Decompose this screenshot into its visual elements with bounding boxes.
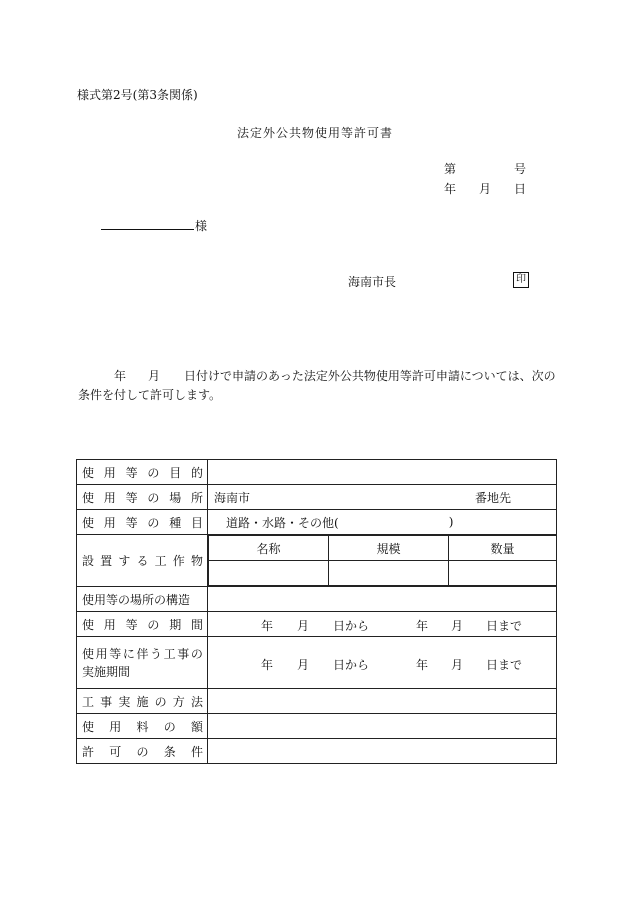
- row-conditions: [77, 739, 557, 764]
- seal-mark: 印: [513, 272, 529, 288]
- label-work-period: [77, 637, 208, 689]
- period-from-day: 日から: [333, 619, 370, 633]
- location-suffix: 番地先: [474, 490, 511, 505]
- row-type: [77, 510, 557, 535]
- row-period: [77, 612, 557, 637]
- body-rest: 日付けで申請のあった法定外公共物使用等許可申請については、次の: [184, 369, 556, 383]
- label-type: [77, 510, 208, 535]
- row-method: [77, 689, 557, 714]
- value-type: [208, 510, 557, 535]
- value-period: [208, 612, 557, 637]
- location-label-text: 使 用 等 の 場 所: [82, 490, 203, 505]
- document-title: 法定外公共物使用等許可書: [236, 126, 393, 140]
- value-method: [208, 689, 557, 714]
- fee-label-text: 使 用 料 の 額: [82, 719, 203, 734]
- date-year: 年: [444, 182, 457, 196]
- row-fee: [77, 714, 557, 739]
- header-name: 名称: [209, 536, 329, 561]
- row-location: [77, 485, 557, 510]
- value-location: [208, 485, 557, 510]
- value-site-structure: [208, 587, 557, 612]
- type-label-text: 使 用 等 の 種 目: [82, 515, 203, 530]
- period-from-month: 月: [297, 619, 310, 633]
- period-label-text: 使 用 等 の 期 間: [82, 617, 203, 632]
- work-period-label-2: 実施期間: [82, 664, 131, 679]
- label-period: [77, 612, 208, 637]
- work-period-label-1: 使 用 等 に 伴 う 工 事 の: [82, 646, 203, 661]
- label-structure: [77, 535, 208, 587]
- value-fee: [208, 714, 557, 739]
- value-work-period: [208, 637, 557, 689]
- work-from-month: 月: [297, 657, 310, 672]
- cell-size: [329, 561, 449, 586]
- method-label-text: 工 事 実 施 の 方 法: [82, 694, 203, 709]
- period-to-year: 年: [416, 619, 429, 633]
- body-year: 年: [114, 369, 127, 383]
- work-from-day: 日から: [333, 657, 370, 672]
- doc-number-go: 号: [514, 162, 527, 176]
- structure-label-text: 設 置 す る 工 作 物: [82, 554, 203, 568]
- value-conditions: [208, 739, 557, 764]
- type-options: 道路・水路・その他(: [226, 515, 339, 530]
- doc-number-dai: 第: [444, 162, 457, 176]
- period-from-year: 年: [261, 619, 274, 633]
- value-structure: [208, 535, 557, 587]
- conditions-label-text: 許 可 の 条 件: [82, 744, 203, 759]
- value-purpose: [208, 460, 557, 485]
- cell-quantity: [449, 561, 557, 586]
- cell-name: [209, 561, 329, 586]
- row-site-structure: [77, 587, 557, 612]
- purpose-label-text: 使 用 等 の 目 的: [82, 465, 203, 480]
- header-quantity: 数量: [449, 536, 557, 561]
- label-fee: [77, 714, 208, 739]
- body-month: 月: [148, 369, 161, 383]
- type-close-paren: ): [448, 515, 454, 529]
- location-city: 海南市: [214, 490, 251, 505]
- site-structure-label-text: 使用等の場所の構造: [82, 592, 191, 607]
- date-month: 月: [479, 182, 492, 196]
- work-to-day: 日まで: [486, 657, 523, 672]
- period-to-day: 日まで: [486, 619, 523, 633]
- label-site-structure: [77, 587, 208, 612]
- permit-details-table: [76, 459, 557, 764]
- row-work-period: [77, 637, 557, 689]
- work-from-year: 年: [261, 657, 274, 672]
- addressee-honorific: 様: [195, 219, 208, 233]
- label-location: [77, 485, 208, 510]
- label-conditions: [77, 739, 208, 764]
- header-size: 規模: [329, 536, 449, 561]
- label-method: [77, 689, 208, 714]
- label-purpose: [77, 460, 208, 485]
- work-to-year: 年: [416, 657, 429, 672]
- issuer-name: 海南市長: [348, 275, 397, 289]
- structure-subtable: [208, 535, 556, 586]
- work-to-month: 月: [451, 657, 464, 672]
- date-day: 日: [514, 182, 527, 196]
- row-purpose: [77, 460, 557, 485]
- body-text-line-2: 条件を付して許可します。: [78, 388, 222, 402]
- addressee-blank-line: [101, 229, 194, 230]
- row-structure: [77, 535, 557, 587]
- period-to-month: 月: [451, 619, 464, 633]
- form-number: 様式第2号(第3条関係): [77, 88, 198, 102]
